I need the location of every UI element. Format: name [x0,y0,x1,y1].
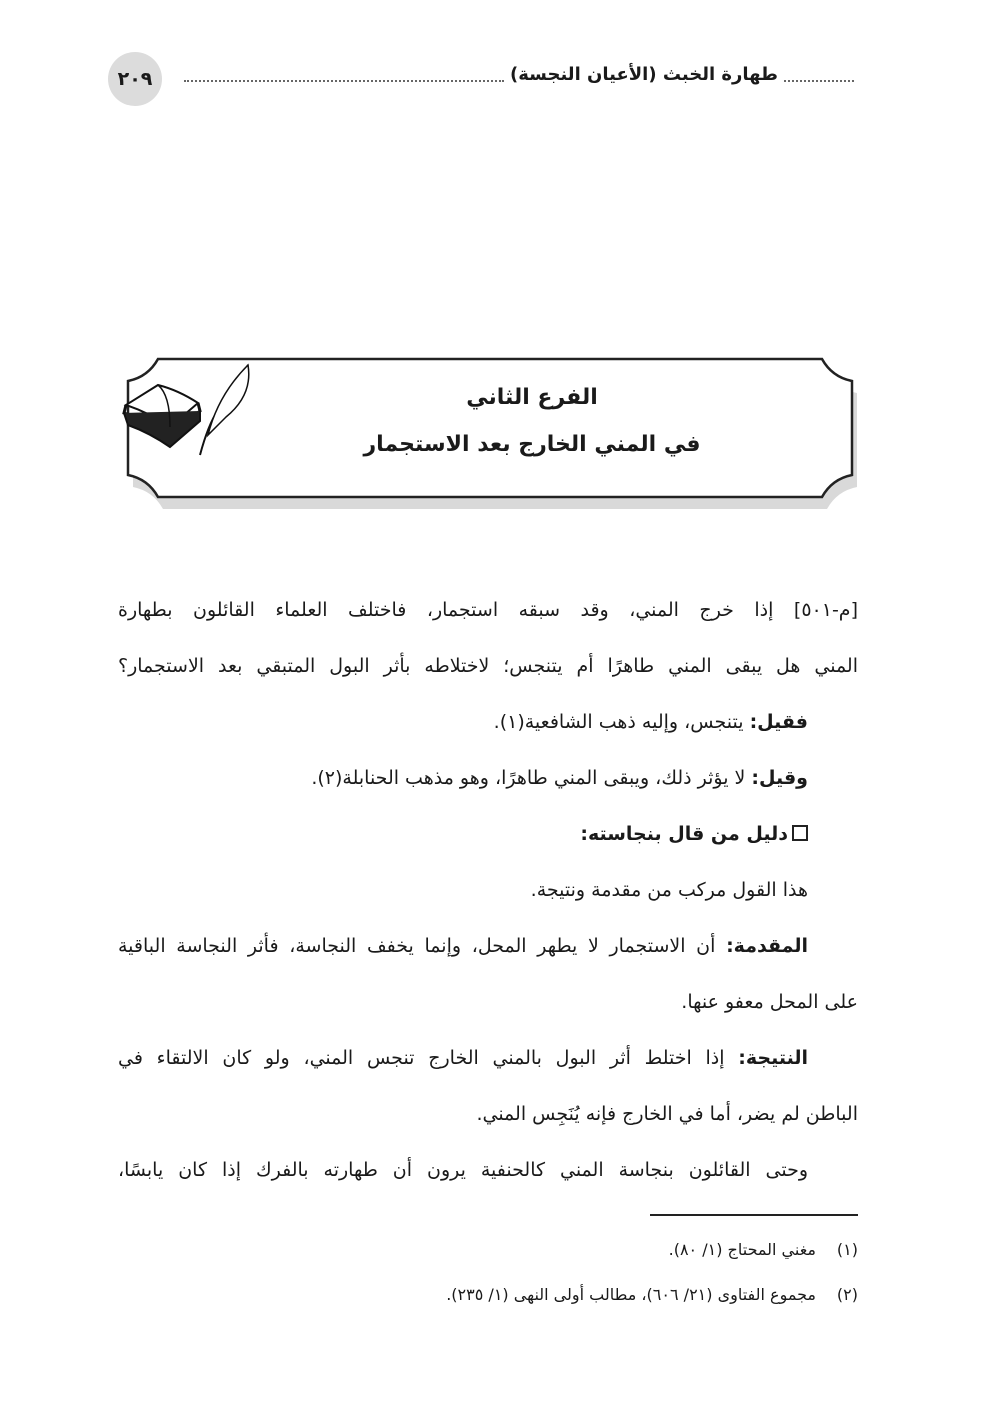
text-line [118,870,858,926]
lead-term: النتيجة: [738,1047,808,1069]
text-line [118,1094,858,1150]
lead-term: المقدمة: [726,935,808,957]
footnote [446,1232,858,1277]
footnotes [446,1232,858,1322]
leader-dots [184,68,504,82]
text-line [118,982,858,1038]
body-text [118,590,858,1206]
branch-title: الفرع الثاني [466,385,598,410]
lead-term: دليل من قال بنجاسته: [580,823,788,845]
page-number: ٢٠٩ [108,52,162,106]
text-line [118,1150,858,1206]
line-text: الباطن لم يضر، أما في الخارج فإنه يُنَجِس المني. [476,1103,858,1125]
line-text: هذا القول مركب من مقدمة ونتيجة. [530,879,808,901]
line-text: أن الاستجمار لا يطهر المحل، وإنما يخفف النجاسة، فأثر النجاسة الباقية [118,935,727,957]
line-text: إذا اختلط أثر البول بالمني الخارج تنجس المني، ولو كان الالتقاء في [118,1047,739,1069]
text-line [118,926,858,982]
running-head [178,64,860,85]
checkbox-square-icon [792,825,808,841]
section-heading [352,385,712,457]
book-quill-icon [118,355,258,465]
lead-term: وقيل: [751,767,808,789]
line-text: لا يؤثر ذلك، ويبقى المني طاهرًا، وهو مذهب الحنابلة(٢). [311,767,752,789]
line-text: يتنجس، وإليه ذهب الشافعية(١). [493,711,750,733]
line-text: وحتى القائلون بنجاسة المني كالحنفية يرون أن طهارته بالفرك إذا كان يابسًا، [118,1159,808,1181]
section-title-frame [118,355,862,513]
text-line [118,758,858,814]
footnote-number: (١) [836,1240,858,1259]
text-line [118,646,858,702]
footnote-number: (٢) [836,1285,858,1304]
line-text: المني هل يبقى المني طاهرًا أم يتنجس؛ لاختلاطه بأثر البول المتبقي بعد الاستجمار؟ [118,655,858,677]
page-header [108,58,860,98]
text-line [118,590,858,646]
line-text: على المحل معفو عنها. [681,991,858,1013]
leader-dots [784,68,854,82]
line-text: [م-٥٠١] إذا خرج المني، وقد سبقه استجمار، فاختلف العلماء القائلون بطهارة [118,599,858,621]
text-line [118,814,858,870]
lead-term: فقيل: [749,711,808,733]
running-title: طهارة الخبث (الأعيان النجسة) [510,64,778,85]
footnote-text: مجموع الفتاوى (٢١/ ٦٠٦)، مطالب أولى النهى (١/ ٢٣٥). [446,1285,816,1304]
text-line [118,702,858,758]
footnote-text: مغني المحتاج (١/ ٨٠). [668,1240,816,1259]
text-line [118,1038,858,1094]
footnote [446,1277,858,1322]
topic-title: في المني الخارج بعد الاستجمار [363,432,701,457]
footnote-separator [650,1214,858,1216]
